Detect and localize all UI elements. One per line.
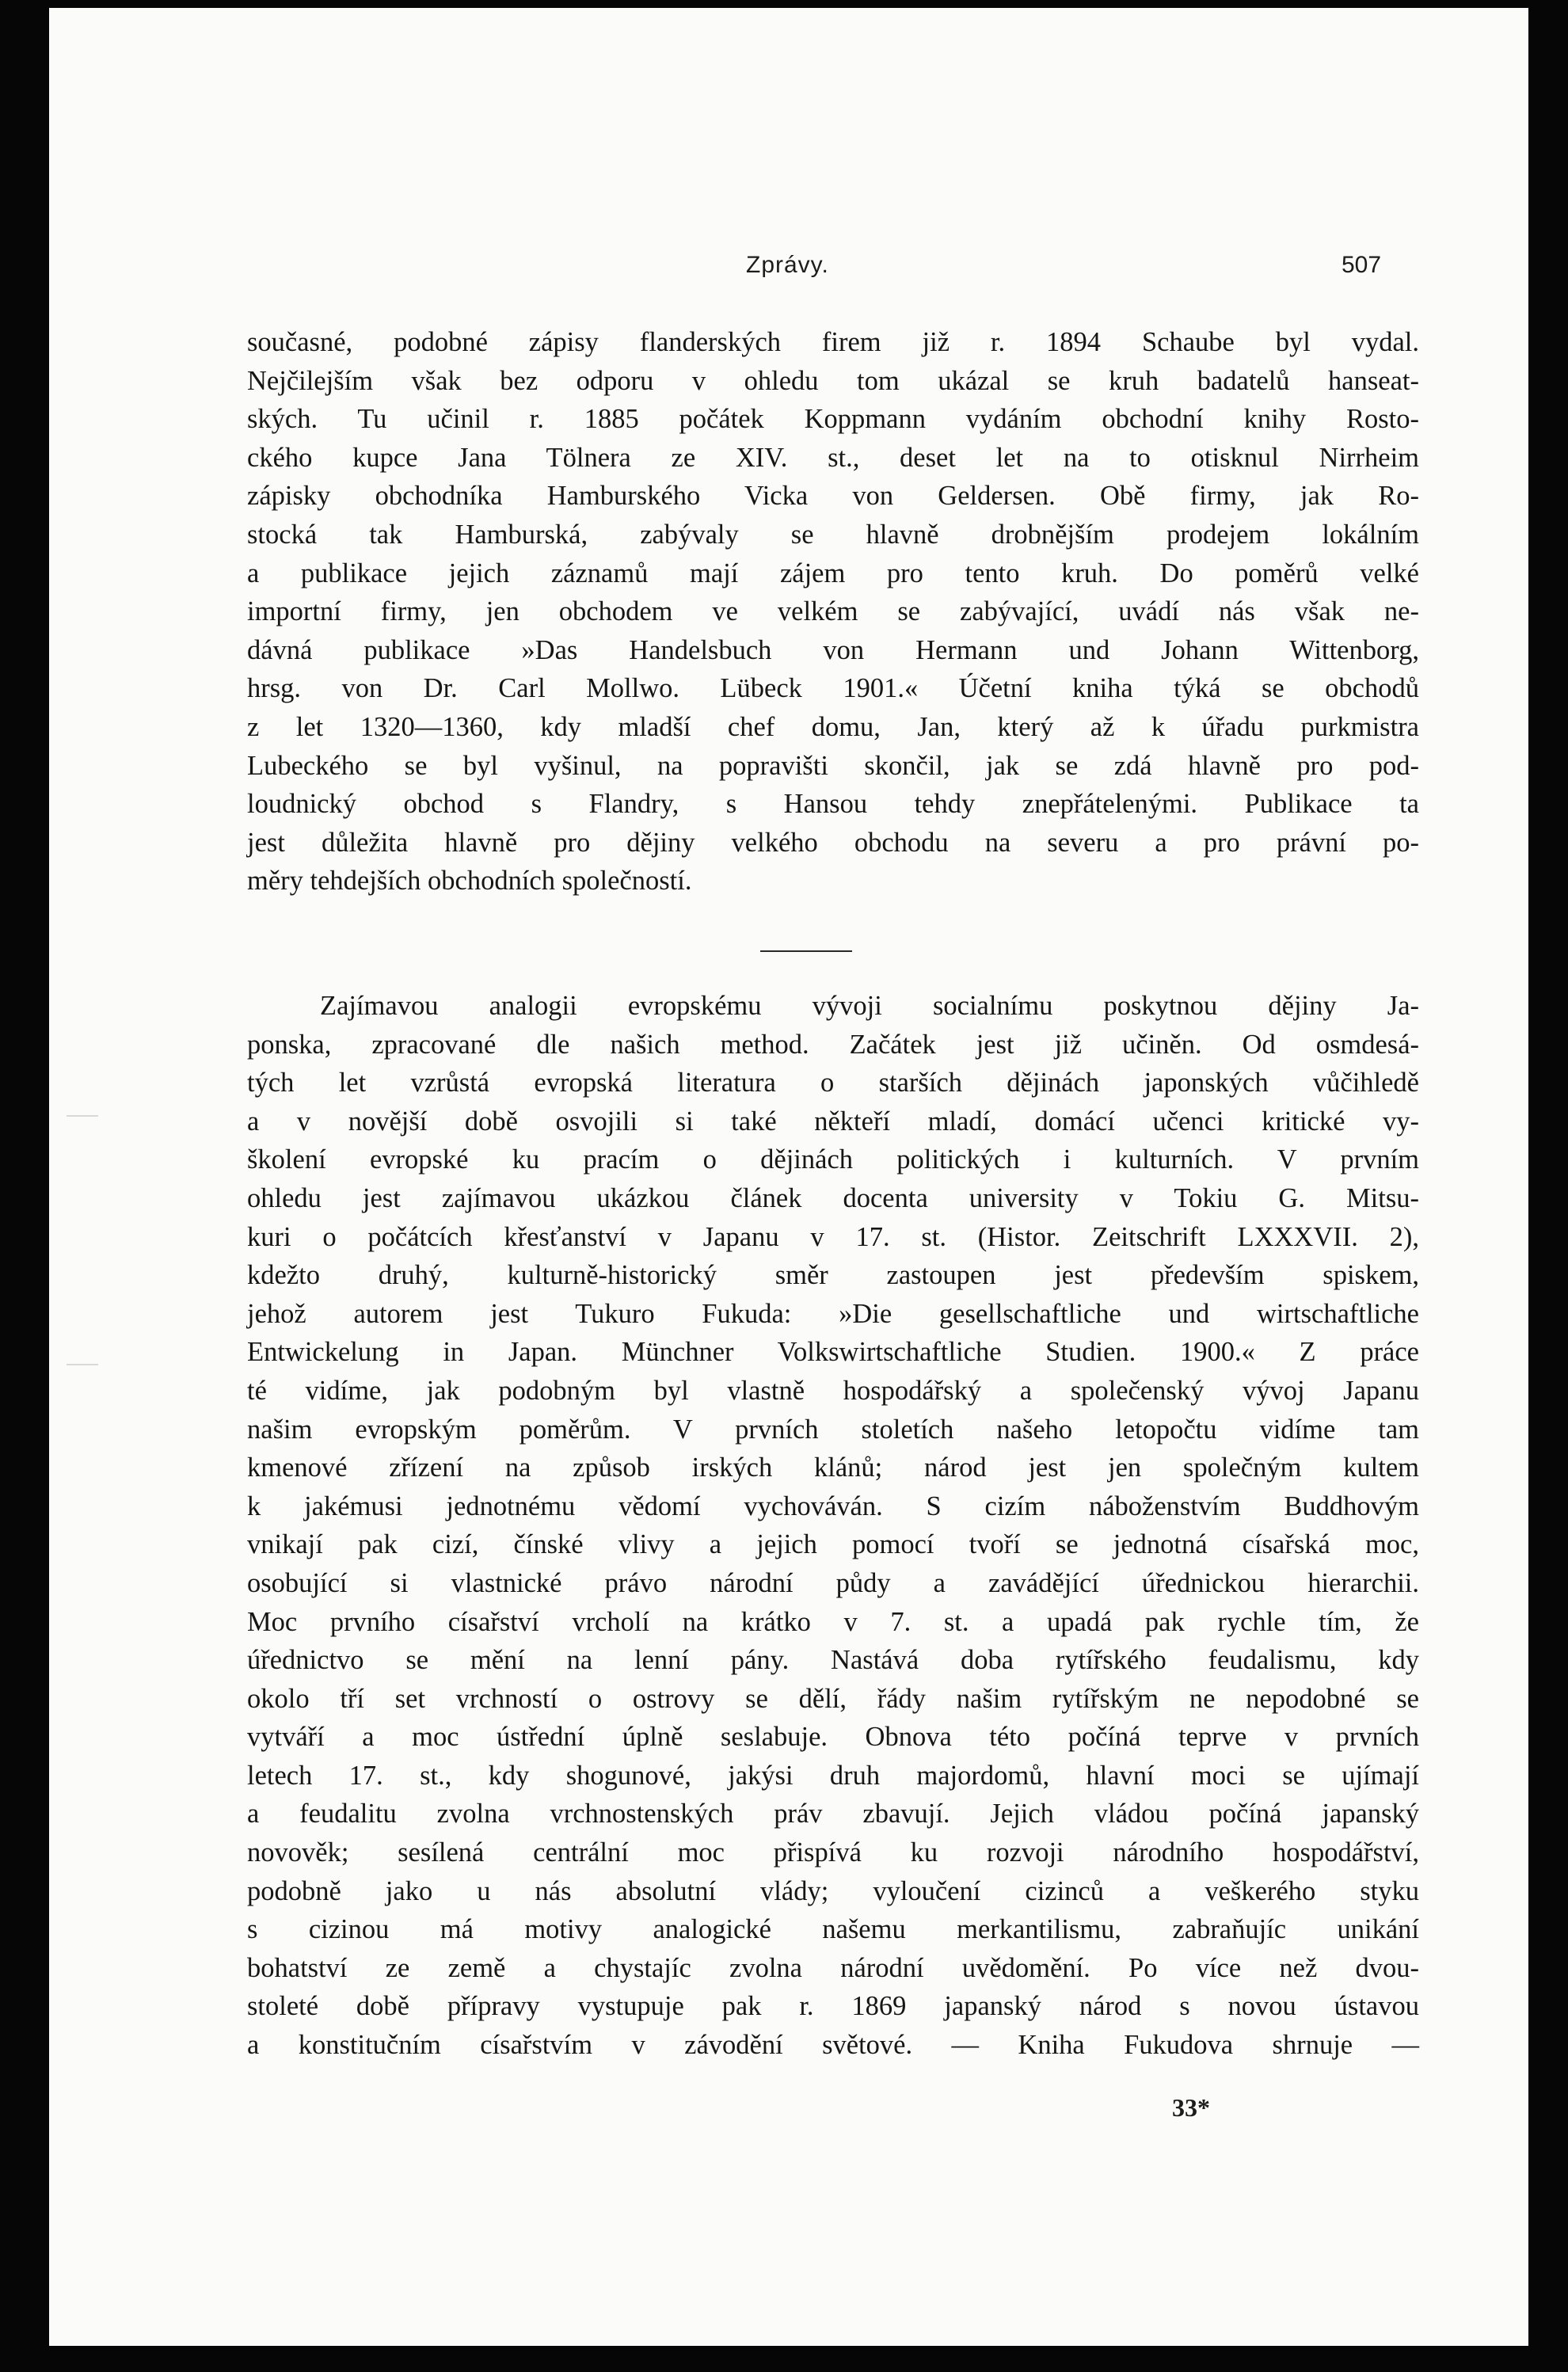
- text-line: jest důležita hlavně pro dějiny velkého obchodu na severu a pro právní po-: [247, 827, 1419, 858]
- text-line: současné, podobné zápisy flanderských firem již r. 1894 Schaube byl vydal.: [247, 327, 1419, 357]
- text-line: a publikace jejich záznamů mají zájem pro tento kruh. Do poměrů velké: [247, 558, 1419, 588]
- margin-mark: [67, 1115, 98, 1117]
- text-line: jehož autorem jest Tukuro Fukuda: »Die gesellschaftliche und wirtschaftliche: [247, 1298, 1419, 1329]
- text-line: podobně jako u nás absolutní vlády; vyloučení cizinců a veškerého styku: [247, 1875, 1419, 1906]
- page-number: 507: [1342, 252, 1382, 278]
- text-line: loudnický obchod s Flandry, s Hansou tehdy znepřátelenými. Publikace ta: [247, 789, 1419, 820]
- text-line: a v novější době osvojili si také někteří mladí, domácí učenci kritické vy-: [247, 1106, 1419, 1137]
- text-line: Lubeckého se byl vyšinul, na popravišti skončil, jak se zdá hlavně pro pod-: [247, 750, 1419, 781]
- text-line: k jakémusi jednotnému vědomí vychováván. S cizím náboženstvím Buddhovým: [247, 1491, 1419, 1521]
- text-line: našim evropským poměrům. V prvních stoletích našeho letopočtu vidíme tam: [247, 1414, 1419, 1445]
- text-line: Zajímavou analogii evropskému vývoji socialnímu poskytnou dějiny Ja-: [320, 991, 1419, 1021]
- text-line: hrsg. von Dr. Carl Mollwo. Lübeck 1901.« Účetní kniha týká se obchodů: [247, 673, 1419, 704]
- paragraph-1: [247, 323, 1419, 900]
- text-line: stocká tak Hamburská, zabývaly se hlavně drobnějším prodejem lokálním: [247, 519, 1419, 550]
- text-line: ohledu jest zajímavou ukázkou článek docenta university v Tokiu G. Mitsu-: [247, 1182, 1419, 1213]
- text-line: ponska, zpracované dle našich method. Začátek jest již učiněn. Od osmdesá-: [247, 1029, 1419, 1060]
- text-line: importní firmy, jen obchodem ve velkém se zabývající, uvádí nás však ne-: [247, 596, 1419, 627]
- text-line: novověk; sesílená centrální moc přispívá ku rozvoji národního hospodářství,: [247, 1837, 1419, 1868]
- margin-mark: [67, 1364, 98, 1365]
- text-line: tých let vzrůstá evropská literatura o starších dějinách japonských vůčihledě: [247, 1068, 1419, 1098]
- text-line: kuri o počátcích křesťanství v Japanu v 17. st. (Histor. Zeitschrift LXXXVII. 2),: [247, 1221, 1419, 1252]
- text-line: školení evropské ku pracím o dějinách politických i kulturních. V prvním: [247, 1144, 1419, 1175]
- text-line: dávná publikace »Das Handelsbuch von Hermann und Johann Wittenborg,: [247, 634, 1419, 665]
- text-line: osobující si vlastnické právo národní půdy a zavádějící úřednickou hierarchii.: [247, 1567, 1419, 1598]
- text-line: měry tehdejších obchodních společností.: [247, 866, 692, 897]
- paragraph-2: [247, 987, 1419, 2065]
- text-line: a feudalitu zvolna vrchnostenských práv zbavují. Jejich vládou počíná japanský: [247, 1799, 1419, 1829]
- printer-signature: 33*: [1172, 2093, 1210, 2122]
- text-line: vnikají pak cizí, čínské vlivy a jejich pomocí tvoří se jednotná císařská moc,: [247, 1529, 1419, 1560]
- running-head: [49, 252, 1528, 284]
- text-line: té vidíme, jak podobným byl vlastně hospodářský a společenský vývoj Japanu: [247, 1375, 1419, 1406]
- text-line: bohatství ze země a chystajíc zvolna národní uvědomění. Po více než dvou-: [247, 1952, 1419, 1983]
- text-line: ských. Tu učinil r. 1885 počátek Koppmann vydáním obchodní knihy Rosto-: [247, 404, 1419, 435]
- text-line: úřednictvo se mění na lenní pány. Nastává doba rytířského feudalismu, kdy: [247, 1645, 1419, 1676]
- text-line: zápisky obchodníka Hamburského Vicka von Geldersen. Obě firmy, jak Ro-: [247, 481, 1419, 512]
- text-line: Moc prvního císařství vrcholí na krátko v 7. st. a upadá pak rychle tím, že: [247, 1606, 1419, 1637]
- text-line: Entwickelung in Japan. Münchner Volkswirtschaftliche Studien. 1900.« Z práce: [247, 1337, 1419, 1368]
- text-line: a konstitučním císařstvím v závodění světové. — Kniha Fukudova shrnuje —: [247, 2030, 1419, 2061]
- text-line: okolo tří set vrchností o ostrovy se dělí, řády našim rytířským ne nepodobné se: [247, 1683, 1419, 1714]
- text-line: kdežto druhý, kulturně-historický směr zastoupen jest především spiskem,: [247, 1260, 1419, 1291]
- text-line: vytváří a moc ústřední úplně seslabuje. Obnova této počíná teprve v prvních: [247, 1722, 1419, 1753]
- text-line: Nejčilejším však bez odporu v ohledu tom ukázal se kruh badatelů hanseat-: [247, 365, 1419, 396]
- text-line: kmenové zřízení na způsob irských klánů; národ jest jen společným kultem: [247, 1453, 1419, 1483]
- section-title: Zprávy.: [746, 252, 829, 278]
- text-line: z let 1320—1360, kdy mladší chef domu, Jan, který až k úřadu purkmistra: [247, 711, 1419, 742]
- text-line: letech 17. st., kdy shogunové, jakýsi druh majordomů, hlavní moci se ujímají: [247, 1760, 1419, 1791]
- scanned-page: [49, 8, 1528, 2346]
- text-line: ckého kupce Jana Tölnera ze XIV. st., deset let na to otisknul Nirrheim: [247, 442, 1419, 473]
- text-line: stoleté době přípravy vystupuje pak r. 1869 japanský národ s novou ústavou: [247, 1991, 1419, 2022]
- text-line: s cizinou má motivy analogické našemu merkantilismu, zabraňujíc unikání: [247, 1914, 1419, 1945]
- section-divider: [760, 950, 852, 952]
